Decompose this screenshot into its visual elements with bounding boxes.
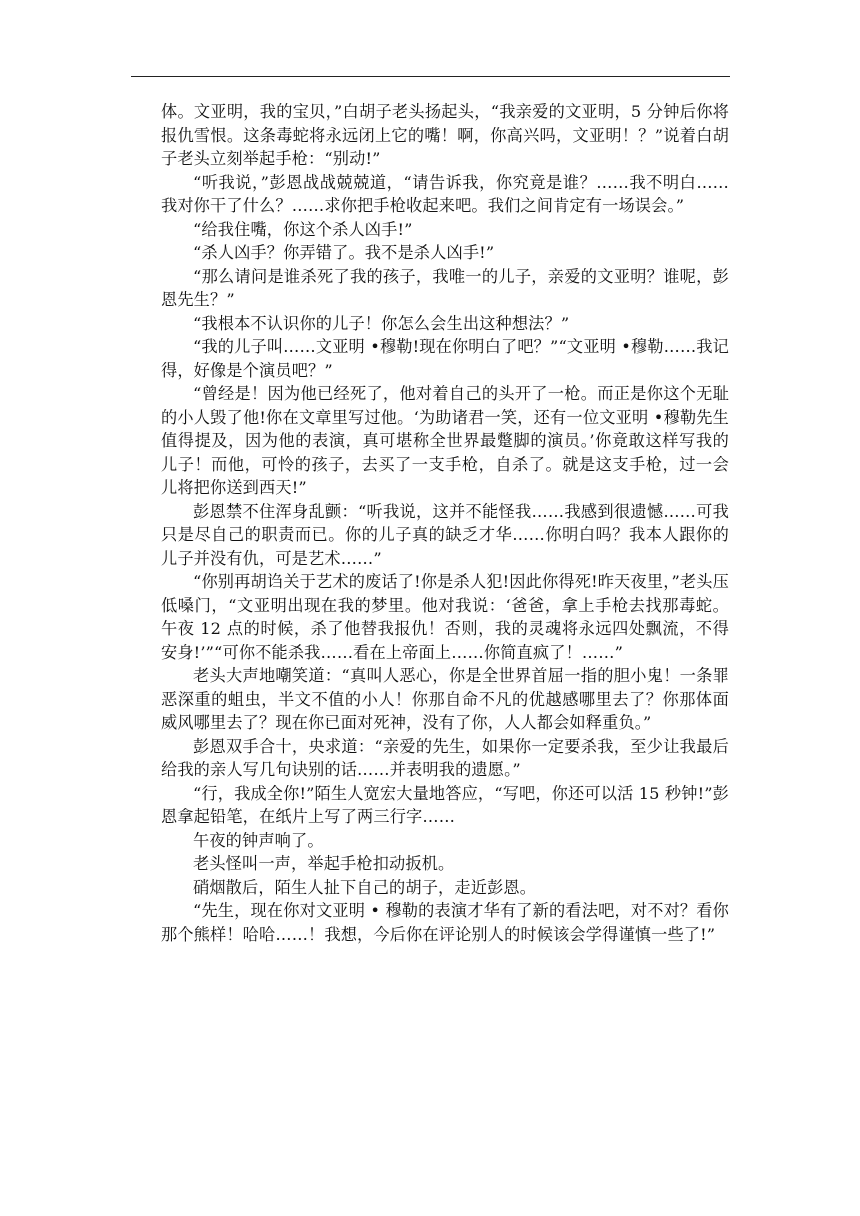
- header-rule: [131, 76, 730, 77]
- paragraph: “听我说，”彭恩战战兢兢道，“请告诉我，你究竟是谁？……我不明白……我对你干了什么？……求你把手枪收起来吧。我们之间肯定有一场误会。”: [161, 172, 729, 215]
- paragraph: 午夜的钟声响了。: [193, 830, 324, 850]
- paragraph: “那么请问是谁杀死了我的孩子，我唯一的儿子，亲爱的文亚明？谁呢，彭恩先生？”: [161, 266, 729, 309]
- paragraph: “杀人凶手？你弄错了。我不是杀人凶手!”: [193, 243, 495, 262]
- paragraph: 彭恩双手合十，央求道：“亲爱的先生，如果你一定要杀我，至少让我最后给我的亲人写几句诀别的话……并表明我的遗愿。”: [161, 736, 729, 779]
- paragraph: “你别再胡诌关于艺术的废话了!你是杀人犯!因此你得死!昨天夜里，”老头压低嗓门，“文亚明出现在我的梦里。他对我说：‘爸爸，拿上手枪去找那毒蛇。午夜 12 点的时候，杀了他替我报仇！否则，我的灵魂将永远四处飘流，不得安身!’”“可你不能杀我……看在上帝面上……你简直疯了！……”: [161, 572, 729, 662]
- paragraph: “曾经是！因为他已经死了，他对着自己的头开了一枪。而正是你这个无耻的小人毁了他!你在文章里写过他。‘为助诸君一笑，还有一位文亚明 •穆勒先生值得提及，因为他的表演，真可堪称全世界最蹩脚的演员。’你竟敢这样写我的儿子！而他，可怜的孩子，去买了一支手枪，自杀了。就是这支手枪，过一会儿将把你送到西天!”: [161, 384, 729, 497]
- paragraph: “我根本不认识你的儿子！你怎么会生出这种想法？”: [193, 313, 570, 333]
- paragraph: “我的儿子叫……文亚明 •穆勒!现在你明白了吧？”“文亚明 •穆勒……我记得，好像是个演员吧？”: [161, 337, 729, 380]
- paragraph: “给我住嘴，你这个杀人凶手!”: [193, 219, 413, 239]
- paragraph: 老头大声地嘲笑道：“真叫人恶心，你是全世界首屈一指的胆小鬼！一条罪恶深重的蛆虫，半文不值的小人！你那自命不凡的优越感哪里去了？你那体面威风哪里去了？现在你已面对死神，没有了你，人人都会如释重负。”: [161, 666, 729, 732]
- paragraph: 硝烟散后，陌生人扯下自己的胡子，走近彭恩。: [193, 877, 537, 897]
- document-body: [161, 100, 729, 946]
- paragraph: 体。文亚明，我的宝贝，”白胡子老头扬起头，“我亲爱的文亚明，5 分钟后你将报仇雪恨。这条毒蛇将永远闭上它的嘴！啊，你高兴吗，文亚明！？”说着白胡子老头立刻举起手枪：“别动!”: [161, 102, 729, 168]
- paragraph: 彭恩禁不住浑身乱颤：“听我说，这并不能怪我……我感到很遗憾……可我只是尽自己的职责而已。你的儿子真的缺乏才华……你明白吗？我本人跟你的儿子并没有仇，可是艺术……”: [161, 501, 729, 568]
- paragraph: 老头怪叫一声，举起手枪扣动扳机。: [193, 854, 455, 873]
- paragraph: “行，我成全你!”陌生人宽宏大量地答应，“写吧，你还可以活 15 秒钟!”彭恩拿起铅笔，在纸片上写了两三行字……: [161, 783, 729, 826]
- paragraph: “先生，现在你对文亚明 • 穆勒的表演才华有了新的看法吧，对不对？看你那个熊样！哈哈……！我想，今后你在评论别人的时候该会学得谨慎一些了!”: [161, 901, 729, 944]
